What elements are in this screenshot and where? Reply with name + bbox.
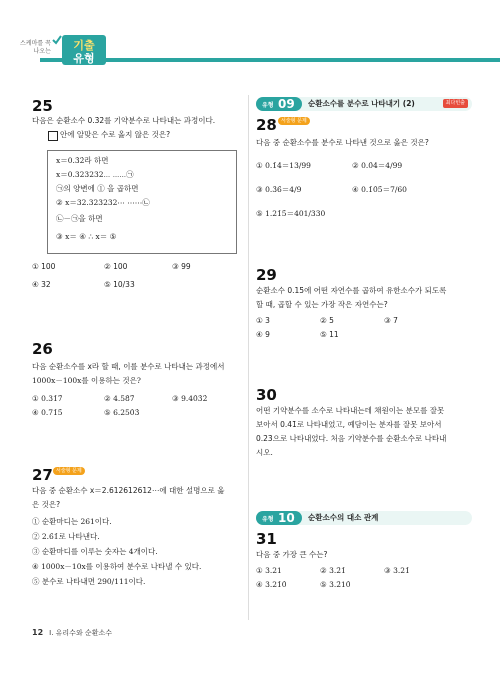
q25-box-line: ㉠의 양변에 ① 을 곱하면 (56, 184, 139, 193)
type-10-number: 10 (278, 511, 295, 525)
type-09-bar (256, 97, 472, 111)
q26-option-4[interactable]: ④ 0.71̇5̇ (32, 408, 63, 417)
q29-option-3[interactable]: ③ 7 (384, 316, 398, 325)
type-09-pill (256, 97, 302, 111)
q26-line1: 다음 순환소수를 x라 할 때, 이를 분수로 나타내는 과정에서 (32, 362, 225, 371)
q30-line1: 어떤 기약분수를 소수로 나타내는데 채원이는 분모를 잘못 (256, 406, 445, 415)
column-divider (248, 95, 249, 620)
q26-option-1[interactable]: ① 0.31̇7̇ (32, 394, 63, 403)
q25-box-line: ㉡－㉠을 하면 (56, 214, 103, 223)
type-10-label: 유형 (262, 516, 274, 523)
q27-option-3[interactable]: ③ 순환마디를 이루는 숫자는 4개이다. (32, 547, 158, 556)
q25-option-2[interactable]: ② 100 (104, 262, 128, 271)
q28-option-2[interactable]: ② 0.0̇4̇＝4/99 (352, 161, 403, 170)
question-number-31: 31 (256, 530, 277, 548)
question-number-26: 26 (32, 340, 53, 358)
question-number-29: 29 (256, 266, 277, 284)
q26-option-5[interactable]: ⑤ 6.250̇3̇ (104, 408, 140, 417)
q25-option-3[interactable]: ③ 99 (172, 262, 191, 271)
q26-option-3[interactable]: ③ 9.40̇3̇2̇ (172, 394, 208, 403)
type-09-number: 09 (278, 97, 295, 111)
header-side-text (20, 40, 51, 56)
q27-option-4[interactable]: ④ 1000x－10x를 이용하여 분수로 나타낼 수 있다. (32, 562, 202, 571)
type-09-label: 유형 (262, 102, 274, 109)
q27-option-5[interactable]: ⑤ 분수로 나타내면 290/111이다. (32, 577, 146, 586)
type-10-pill (256, 511, 302, 525)
q29-line1: 순환소수 0.15̇에 어떤 자연수를 곱하여 유한소수가 되도록 (256, 286, 447, 295)
question-number-28: 28 (256, 116, 277, 134)
header-tag (62, 35, 106, 65)
type-10-bar (256, 511, 472, 525)
question-number-27: 27 (32, 466, 53, 484)
q28-option-5[interactable]: ⑤ 1.21̇5̇＝401/330 (256, 209, 326, 218)
page-footer (32, 628, 112, 638)
q25-option-1[interactable]: ① 100 (32, 262, 56, 271)
q31-option-3[interactable]: ③ 3.21̇ (384, 566, 410, 575)
q28-option-3[interactable]: ③ 0.3̇6̇＝4/9 (256, 185, 302, 194)
type-10-title: 순환소수의 대소 관계 (308, 513, 379, 522)
q31-option-4[interactable]: ④ 3.21̇0̇ (256, 580, 287, 589)
q27-badge: 서술형 문제 (53, 467, 85, 475)
q25-box-line: x＝0.323232⋯ ⋯⋯㉠ (56, 170, 134, 179)
header-rule (40, 58, 500, 62)
q25-line2: 안에 알맞은 수로 옳지 않은 것은? (60, 130, 171, 139)
header-side-line1: 스케마를 꼭 (20, 40, 51, 47)
chapter-title: Ⅰ. 유리수와 순환소수 (49, 629, 112, 637)
q26-option-2[interactable]: ② 4.58̇7̇ (104, 394, 135, 403)
q29-option-4[interactable]: ④ 9 (256, 330, 270, 339)
q28-badge: 서술형 문제 (278, 117, 310, 125)
question-number-30: 30 (256, 386, 277, 404)
q26-line2: 1000x－100x를 이용하는 것은? (32, 376, 141, 385)
q29-option-1[interactable]: ① 3 (256, 316, 270, 325)
q27-line2: 은 것은? (32, 500, 61, 509)
q29-option-2[interactable]: ② 5 (320, 316, 334, 325)
hot-badge: 최다빈출 (443, 99, 468, 108)
header-tag-line2: 유형 (73, 52, 95, 65)
q25-line1: 다음은 순환소수 0.3̇2̇를 기약분수로 나타내는 과정이다. (32, 116, 216, 125)
q27-option-2[interactable]: ② 2.6̇1̇로 나타낸다. (32, 532, 100, 541)
q25-option-5[interactable]: ⑤ 10/33 (104, 280, 135, 289)
q25-process-box (47, 150, 237, 254)
q27-option-1[interactable]: ① 순환마디는 261이다. (32, 517, 112, 526)
q30-line3: 0.2̇3̇으로 나타내었다. 처음 기약분수를 순환소수로 나타내 (256, 434, 447, 443)
header-side-line2: 나오는 (33, 48, 51, 55)
q30-line4: 시오. (256, 448, 273, 457)
q28-line1: 다음 중 순환소수를 분수로 나타낸 것으로 옳은 것은? (256, 138, 429, 147)
q30-line2: 보아서 0.41̇로 나타내었고, 예담이는 분자를 잘못 보아서 (256, 420, 442, 429)
q28-option-1[interactable]: ① 0.1̇4̇＝13/99 (256, 161, 311, 170)
check-icon (52, 30, 62, 40)
header-tag-line1: 기출 (73, 39, 95, 52)
q27-line1: 다음 중 순환소수 x＝2.612612612⋯에 대한 설명으로 옳 (32, 486, 225, 495)
q25-box-line: ② x＝32.323232⋯ ⋯⋯㉡ (56, 198, 150, 207)
type-09-title: 순환소수를 분수로 나타내기 (2) (308, 99, 415, 108)
q31-option-5[interactable]: ⑤ 3.2̇10̇ (320, 580, 351, 589)
q25-option-4[interactable]: ④ 32 (32, 280, 51, 289)
question-number-25: 25 (32, 97, 53, 115)
q29-line2: 할 때, 곱할 수 있는 가장 작은 자연수는? (256, 300, 388, 309)
q25-box-line: x＝0.3̇2̇라 하면 (56, 156, 109, 165)
q28-option-4[interactable]: ④ 0.1̇0̇5̇＝7/60 (352, 185, 407, 194)
q25-box-line: ③ x＝ ④ ∴ x＝ ⑤ (56, 232, 117, 241)
page-number: 12 (32, 628, 44, 637)
q29-option-5[interactable]: ⑤ 11 (320, 330, 339, 339)
blank-box-icon (48, 131, 58, 141)
q31-option-1[interactable]: ① 3.21 (256, 566, 282, 575)
q31-option-2[interactable]: ② 3.2̇1̇ (320, 566, 346, 575)
q31-line1: 다음 중 가장 큰 수는? (256, 550, 328, 559)
